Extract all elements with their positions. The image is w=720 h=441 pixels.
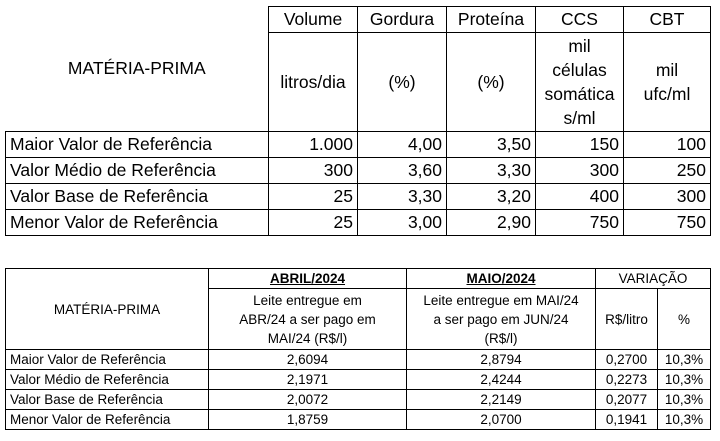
cell-proteina: 2,90 [447, 210, 536, 236]
cell-volume: 300 [269, 158, 358, 184]
row-label: Maior Valor de Referência [6, 350, 209, 370]
header-april: ABRIL/2024 [209, 269, 407, 289]
reference-values-table [5, 6, 711, 236]
header-gordura: Gordura [358, 7, 447, 33]
cell-ccs: 150 [536, 132, 624, 158]
cell-gordura: 3,60 [358, 158, 447, 184]
cell-ccs: 750 [536, 210, 624, 236]
cell-cbt: 300 [624, 184, 711, 210]
cell-cbt: 750 [624, 210, 711, 236]
cell-rs-litro: 0,2273 [596, 370, 658, 390]
cell-pct: 10,3% [658, 370, 711, 390]
table-row [6, 158, 711, 184]
cell-may: 2,0700 [407, 410, 596, 430]
unit-volume: litros/dia [269, 33, 358, 132]
cell-ccs: 300 [536, 158, 624, 184]
header-ccs: CCS [536, 7, 624, 33]
row-label: Valor Médio de Referência [6, 158, 269, 184]
cell-gordura: 3,30 [358, 184, 447, 210]
cell-april: 2,6094 [209, 350, 407, 370]
table1-header-row [6, 7, 711, 33]
header-volume: Volume [269, 7, 358, 33]
header-variation: VARIAÇÃO [596, 269, 711, 289]
subheader-pct: % [658, 289, 711, 350]
cell-pct: 10,3% [658, 390, 711, 410]
table-row [6, 132, 711, 158]
cell-pct: 10,3% [658, 350, 711, 370]
table-row [6, 390, 711, 410]
cell-april: 1,8759 [209, 410, 407, 430]
header-cbt: CBT [624, 7, 711, 33]
unit-cbt: mil ufc/ml [624, 33, 711, 132]
cell-ccs: 400 [536, 184, 624, 210]
cell-cbt: 250 [624, 158, 711, 184]
unit-gordura: (%) [358, 33, 447, 132]
cell-gordura: 3,00 [358, 210, 447, 236]
table2-header-row [6, 269, 711, 289]
cell-cbt: 100 [624, 132, 711, 158]
row-label: Menor Valor de Referência [6, 410, 209, 430]
header-proteina: Proteína [447, 7, 536, 33]
cell-may: 2,2149 [407, 390, 596, 410]
table-row [6, 350, 711, 370]
row-label: Valor Médio de Referência [6, 370, 209, 390]
cell-rs-litro: 0,2077 [596, 390, 658, 410]
row-label: Valor Base de Referência [6, 390, 209, 410]
cell-may: 2,8794 [407, 350, 596, 370]
unit-proteina: (%) [447, 33, 536, 132]
cell-april: 2,1971 [209, 370, 407, 390]
table-row [6, 410, 711, 430]
table-row [6, 370, 711, 390]
row-label: Maior Valor de Referência [6, 132, 269, 158]
table2-corner-label: MATÉRIA-PRIMA [6, 269, 209, 350]
cell-pct: 10,3% [658, 410, 711, 430]
subheader-may: Leite entregue em MAI/24 a ser pago em JUN/24 (R$/l) [407, 289, 596, 350]
subheader-april: Leite entregue em ABR/24 a ser pago em MAI/24 (R$/l) [209, 289, 407, 350]
cell-volume: 25 [269, 184, 358, 210]
cell-proteina: 3,50 [447, 132, 536, 158]
cell-gordura: 4,00 [358, 132, 447, 158]
row-label: Valor Base de Referência [6, 184, 269, 210]
unit-ccs: mil células somática s/ml [536, 33, 624, 132]
row-label: Menor Valor de Referência [6, 210, 269, 236]
cell-volume: 1.000 [269, 132, 358, 158]
table1-corner-label: MATÉRIA-PRIMA [6, 7, 269, 132]
cell-april: 2,0072 [209, 390, 407, 410]
table-row [6, 184, 711, 210]
cell-proteina: 3,30 [447, 158, 536, 184]
cell-volume: 25 [269, 210, 358, 236]
price-variation-table [5, 268, 711, 430]
cell-rs-litro: 0,1941 [596, 410, 658, 430]
header-may: MAIO/2024 [407, 269, 596, 289]
cell-may: 2,4244 [407, 370, 596, 390]
cell-proteina: 3,20 [447, 184, 536, 210]
cell-rs-litro: 0,2700 [596, 350, 658, 370]
subheader-rs-litro: R$/litro [596, 289, 658, 350]
table-row [6, 210, 711, 236]
